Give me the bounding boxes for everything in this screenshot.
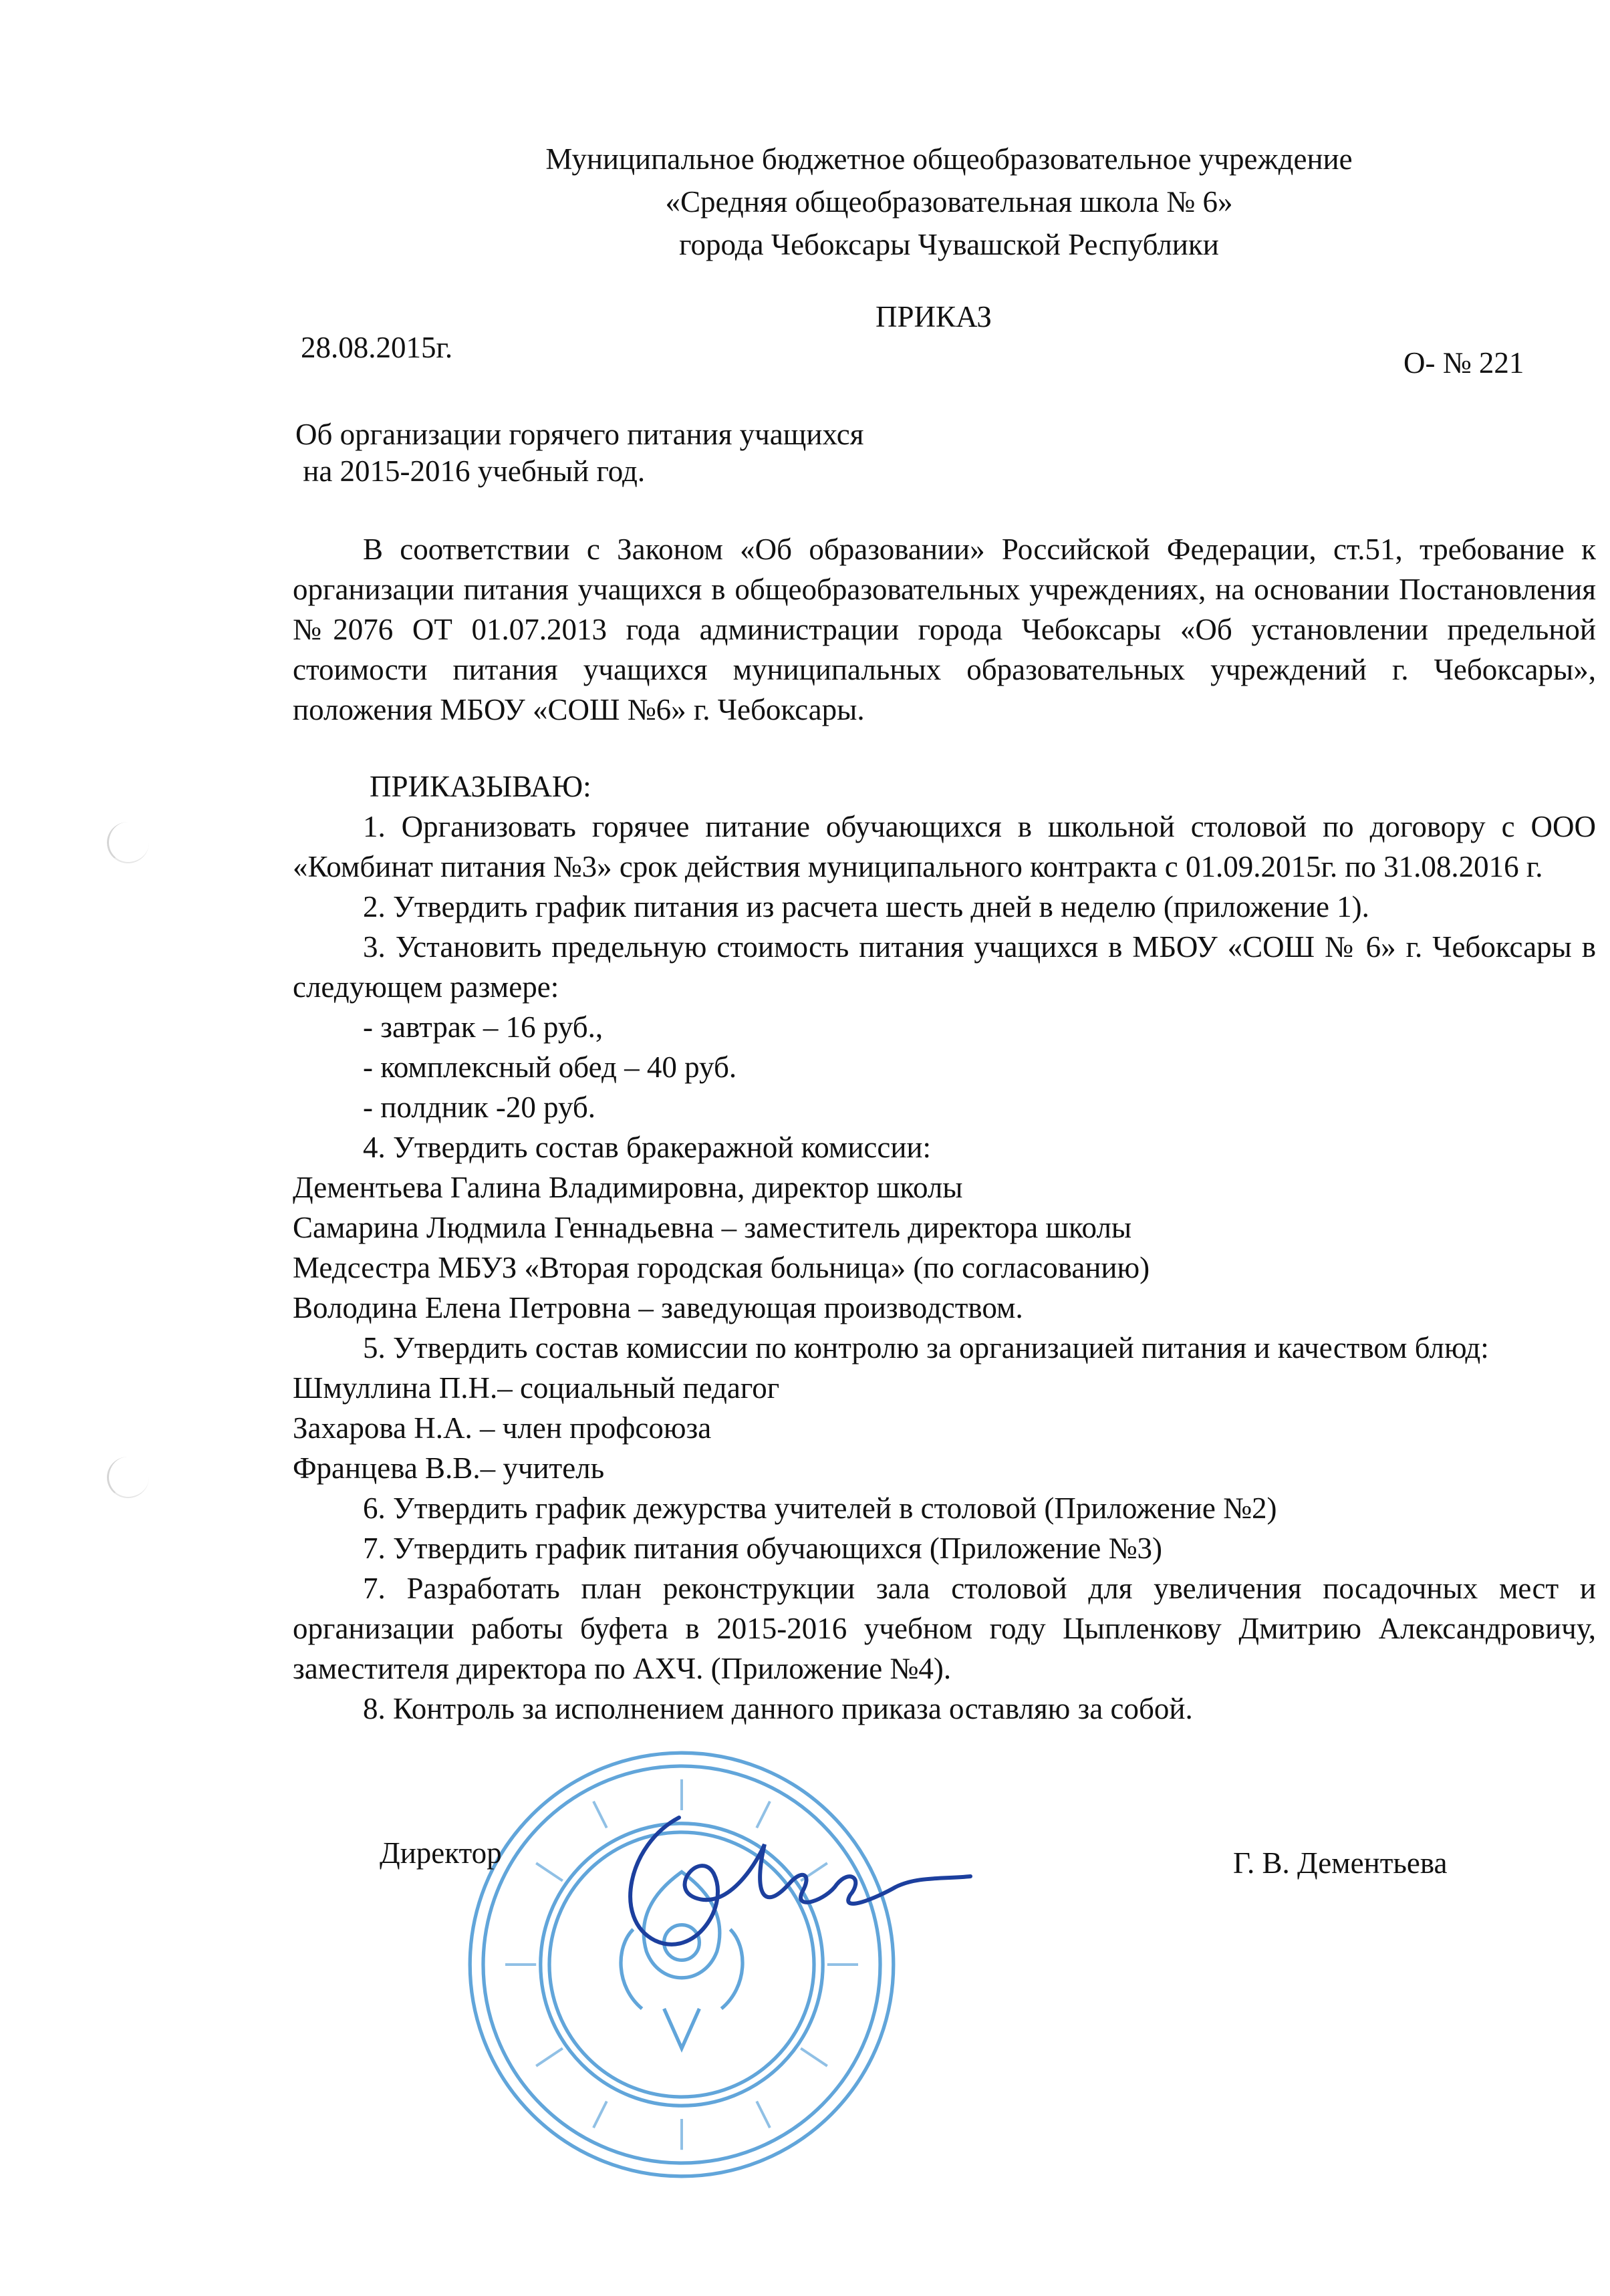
item-3-breakfast-price: - завтрак – 16 руб., — [363, 1010, 603, 1044]
institution-name-line1: Муниципальное бюджетное общеобразовательное учреждение — [545, 142, 1353, 176]
order-subject-line1: Об организации горячего питания учащихся — [295, 418, 864, 451]
order-directive-word: ПРИКАЗЫВАЮ: — [370, 770, 591, 803]
commission-member: Самарина Людмила Геннадьевна – заместитель директора школы — [293, 1211, 1132, 1244]
commission-member: Дементьева Галина Владимировна, директор школы — [293, 1171, 963, 1204]
commission-member: Медсестра МБУЗ «Вторая городская больница» (по согласованию) — [293, 1251, 1150, 1284]
control-commission-member: Шмуллина П.Н.– социальный педагог — [293, 1371, 780, 1405]
item-1: 1. Организовать горячее питание обучающихся в школьной столовой по договору с ООО «Комбинат питания №3» срок действия муниципального контракта с 01.09.2015г. по 31.08.2016 г. — [293, 810, 1596, 883]
institution-name-line2: «Средняя общеобразовательная школа № 6» — [665, 185, 1233, 219]
punch-hole-mark — [107, 1457, 149, 1498]
item-8: 8. Контроль за исполнением данного приказа оставляю за собой. — [363, 1692, 1193, 1725]
item-3: 3. Установить предельную стоимость питания учащихся в МБОУ «СОШ № 6» г. Чебоксары в следующем размере: — [293, 930, 1596, 1004]
order-number: О- № 221 — [1403, 346, 1524, 380]
item-3-snack-price: - полдник -20 руб. — [363, 1091, 596, 1124]
item-4: 4. Утвердить состав бракеражной комиссии: — [363, 1131, 932, 1164]
signatory-name: Г. В. Дементьева — [1233, 1846, 1448, 1880]
control-commission-member: Францева В.В.– учитель — [293, 1451, 605, 1485]
institution-city-line: города Чебоксары Чувашской Республики — [679, 228, 1219, 261]
signatory-role: Директор — [380, 1836, 502, 1870]
order-body — [293, 529, 1596, 1729]
item-2: 2. Утвердить график питания из расчета шесть дней в неделю (приложение 1). — [363, 890, 1369, 923]
preamble-paragraph: В соответствии с Законом «Об образовании» Российской Федерации, ст.51, требование к организации питания учащихся в общеобразовательных учреждениях, на основании Постановления №2076 ОТ 01.07.2013 года администрации города Чебоксары «Об установлении предельной стоимости питания учащихся муниципальных образовательных учреждений г. Чебоксары», положения МБОУ «СОШ №6» г. Чебоксары. — [293, 533, 1596, 726]
control-commission-member: Захарова Н.А. – член профсоюза — [293, 1411, 712, 1445]
director-signature — [601, 1791, 976, 1965]
item-3-lunch-price: - комплексный обед – 40 руб. — [363, 1050, 737, 1084]
item-7: 7. Утвердить график питания обучающихся (Приложение №3) — [363, 1532, 1162, 1565]
item-6: 6. Утвердить график дежурства учителей в столовой (Приложение №2) — [363, 1491, 1277, 1525]
punch-hole-mark — [107, 822, 149, 863]
order-subject-line2: на 2015-2016 учебный год. — [295, 454, 646, 488]
commission-member: Володина Елена Петровна – заведующая производством. — [293, 1291, 1023, 1324]
item-5: 5. Утвердить состав комиссии по контролю за организацией питания и качеством блюд: — [363, 1331, 1489, 1365]
document-title: ПРИКАЗ — [876, 300, 992, 333]
order-date: 28.08.2015г. — [301, 331, 453, 364]
item-7-reconstruction: 7. Разработать план реконструкции зала столовой для увеличения посадочных мест и организации работы буфета в 2015-2016 учебном году Цыпленкову Дмитрию Александровичу, заместителя директора по АХЧ. (Приложение №4). — [293, 1572, 1596, 1685]
